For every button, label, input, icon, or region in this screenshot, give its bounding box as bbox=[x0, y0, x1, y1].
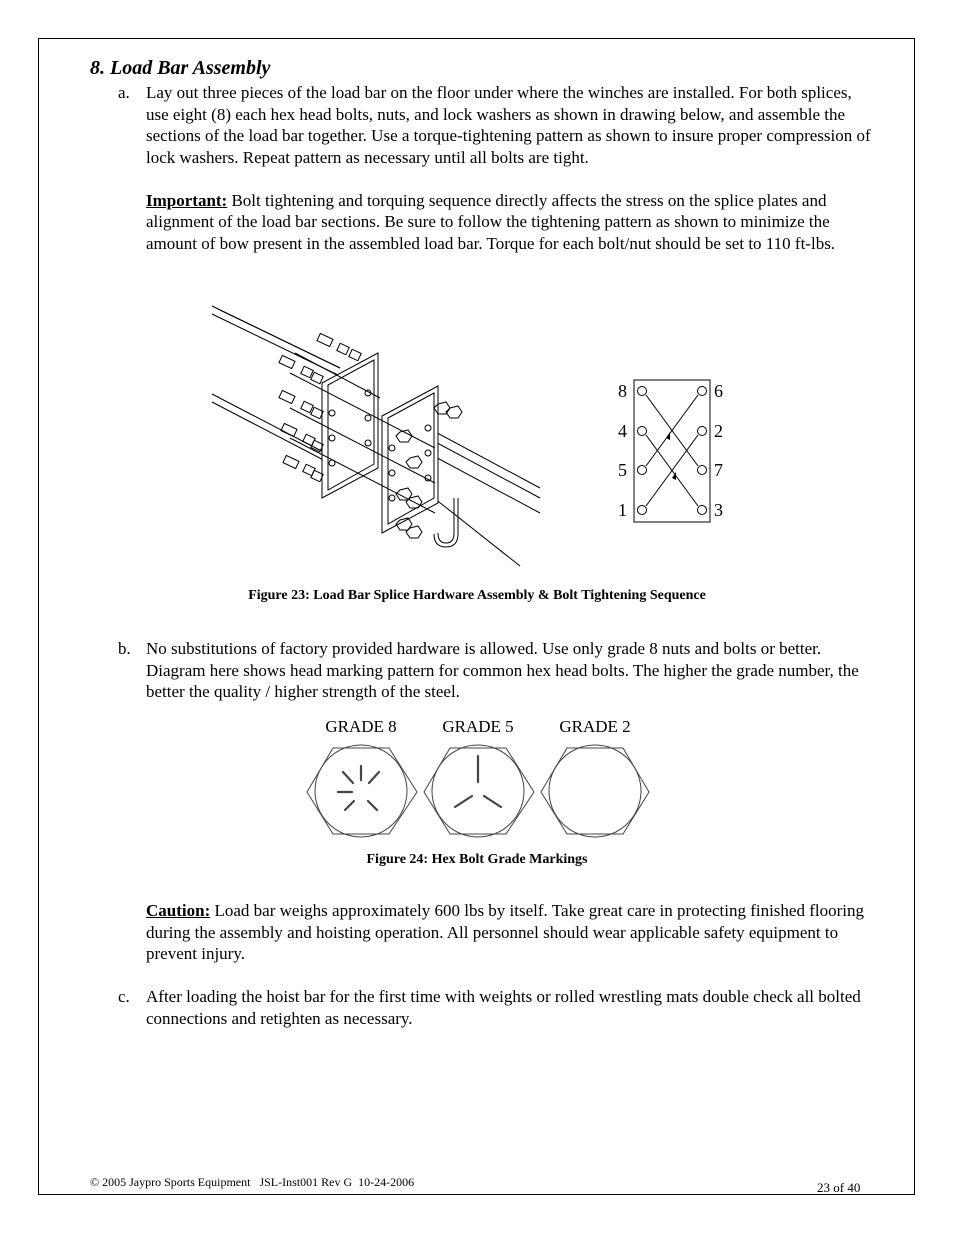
bolt-sequence-diagram bbox=[600, 378, 740, 528]
seq-label-6: 6 bbox=[714, 381, 723, 401]
grade-5-label: GRADE 5 bbox=[442, 717, 514, 736]
list-letter-c: c. bbox=[118, 987, 130, 1006]
seq-label-7: 7 bbox=[714, 460, 723, 480]
hole-6 bbox=[698, 387, 707, 396]
hole-2 bbox=[698, 427, 707, 436]
list-item-a bbox=[118, 82, 878, 254]
seq-label-2: 2 bbox=[714, 421, 723, 441]
caution-label: Caution: bbox=[146, 901, 211, 920]
seq-label-4: 4 bbox=[618, 421, 627, 441]
list-letter-b: b. bbox=[118, 639, 131, 658]
seq-label-3: 3 bbox=[714, 500, 723, 520]
hole-8 bbox=[638, 387, 647, 396]
item-c-text: After loading the hoist bar for the first time with weights or rolled wrestling mats double check all bolted connections and retighten as necessary. bbox=[146, 987, 861, 1028]
item-a-text: Lay out three pieces of the load bar on the floor under where the winches are installed. For both splices, use eight (8) each hex head bolts, nuts, and lock washers as shown in drawing below, and assemble the sections of the load bar together. Use a torque-tightening pattern as shown to insure proper compression of lock washers. Repeat pattern as necessary until all bolts are tight. bbox=[146, 83, 871, 167]
arrow-marker bbox=[666, 432, 670, 440]
grade-2-label: GRADE 2 bbox=[559, 717, 631, 736]
hole-5 bbox=[638, 466, 647, 475]
figure23-caption: Figure 23: Load Bar Splice Hardware Assembly & Bolt Tightening Sequence bbox=[248, 588, 706, 603]
grade-5-bolt-head bbox=[424, 745, 534, 837]
important-text: Bolt tightening and torquing sequence directly affects the stress on the splice plates and alignment of the load bar sections. Be sure to follow the tightening pattern as shown to minimize the amount of bow present in the assembled load bar. Torque for each bolt/nut should be set to 110 ft-lbs. bbox=[146, 190, 836, 253]
hex-bolt-grades-figure bbox=[305, 712, 650, 840]
figure24-caption: Figure 24: Hex Bolt Grade Markings bbox=[366, 852, 588, 867]
grade-8-bolt-head bbox=[307, 745, 417, 837]
list-item-b bbox=[118, 638, 878, 703]
hole-1 bbox=[638, 506, 647, 515]
list-letter-a: a. bbox=[118, 83, 130, 102]
grade-2-bolt-head bbox=[541, 745, 649, 837]
splice-plate-left bbox=[322, 353, 378, 498]
hole-7 bbox=[698, 466, 707, 475]
footer-page-number: 23 of 40 bbox=[817, 1180, 861, 1195]
grade-8-label: GRADE 8 bbox=[325, 717, 397, 736]
seq-label-1: 1 bbox=[618, 500, 627, 520]
hole-4 bbox=[638, 427, 647, 436]
hole-3 bbox=[698, 506, 707, 515]
section-heading: 8. Load Bar Assembly bbox=[90, 57, 271, 79]
j-hook bbox=[438, 498, 454, 543]
important-label: Important: bbox=[146, 190, 228, 210]
caution-text: Load bar weighs approximately 600 lbs by itself. Take great care in protecting finished flooring during the assembly and hoisting operation. All personnel should wear applicable safety equipment to prevent injury. bbox=[146, 901, 864, 963]
seq-label-5: 5 bbox=[618, 460, 627, 480]
footer-copyright: © 2005 Jaypro Sports Equipment JSL-Inst001 Rev G 10-24-2006 bbox=[90, 1175, 415, 1189]
sequence-plate bbox=[634, 380, 710, 522]
list-item-c bbox=[118, 986, 878, 1029]
seq-label-8: 8 bbox=[618, 381, 627, 401]
item-b-text: No substitutions of factory provided hardware is allowed. Use only grade 8 nuts and bolts or better. Diagram here shows head marking pattern for common hex head bolts. The higher the grade number, the better the quality / higher strength of the steel. bbox=[146, 639, 859, 701]
important-note bbox=[146, 190, 878, 255]
caution-note bbox=[118, 900, 878, 965]
